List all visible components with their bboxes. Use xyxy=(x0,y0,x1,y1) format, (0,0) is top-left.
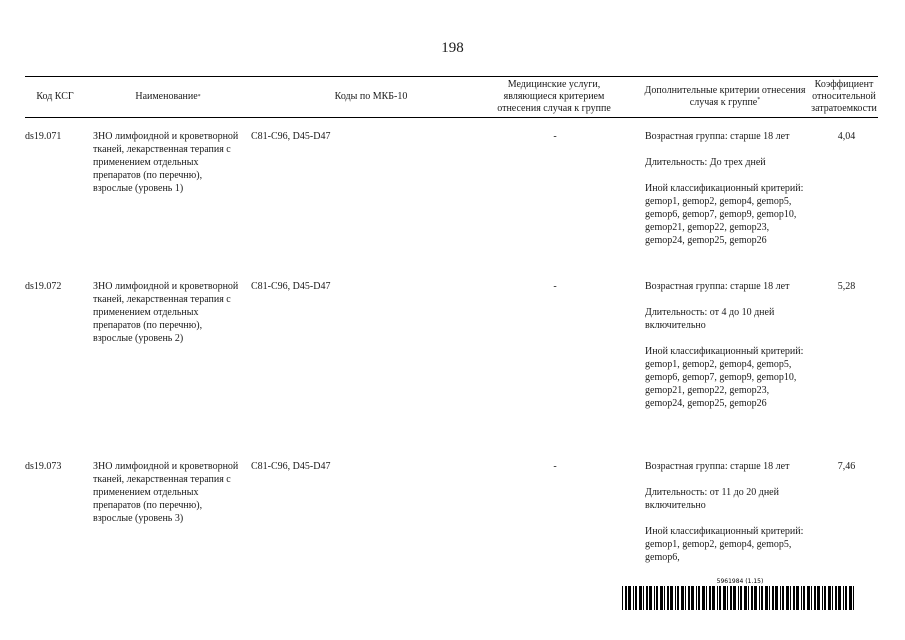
column-header-services xyxy=(490,77,618,117)
column-header-name xyxy=(93,77,243,117)
duration-criterion: Длительность: До трех дней xyxy=(645,157,766,168)
column-header-icd xyxy=(251,77,491,117)
icd-codes: C81-C96, D45-D47 xyxy=(251,461,331,472)
ksg-code: ds19.072 xyxy=(25,281,62,292)
column-header-name-label: Наименование xyxy=(135,91,198,102)
table-header xyxy=(25,77,878,117)
footnote-mark: * xyxy=(757,97,761,103)
ksg-code: ds19.073 xyxy=(25,461,62,472)
other-criterion: Иной классификационный критерий: gemop1, gemop2, gemop4, gemop5, gemop6, gemop7, gemop9, gemop10, gemop21, gemop22, gemop23, gemop24, gemop25, gemop26 xyxy=(645,346,804,409)
other-criterion: Иной классификационный критерий: gemop1, gemop2, gemop4, gemop5, gemop6, xyxy=(645,526,804,563)
duration-criterion: Длительность: от 11 до 20 дней включительно xyxy=(645,487,779,511)
cost-coefficient: 5,28 xyxy=(837,281,856,292)
icd-codes: C81-C96, D45-D47 xyxy=(251,131,331,142)
footnote-mark: * xyxy=(197,94,201,100)
cost-coefficient: 4,04 xyxy=(837,131,856,142)
barcode-bars xyxy=(622,586,858,610)
ksg-name: ЗНО лимфоидной и кроветворной тканей, лекарственная терапия с применением отдельных препаратов (по перечню), взрослые (уровень 2) xyxy=(93,281,239,344)
column-header-criteria xyxy=(640,77,810,117)
other-criterion: Иной классификационный критерий: gemop1, gemop2, gemop4, gemop5, gemop6, gemop7, gemop9, gemop10, gemop21, gemop22, gemop23, gemop24, gemop25, gemop26 xyxy=(645,183,804,246)
icd-codes: C81-C96, D45-D47 xyxy=(251,281,331,292)
barcode xyxy=(622,578,858,610)
table-header-bottom-rule xyxy=(25,117,878,118)
additional-criteria xyxy=(645,280,805,423)
column-header-services-label: Медицинские услуги, являющиеся критерием отнесения случая к группе xyxy=(497,79,611,114)
duration-criterion: Длительность: от 4 до 10 дней включительно xyxy=(645,307,775,331)
column-header-coefficient-label: Коэффициент относительной затратоемкости xyxy=(811,79,877,114)
column-header-code xyxy=(25,77,85,117)
medical-services: - xyxy=(553,131,557,142)
barcode-caption: 5961984 (1.15) xyxy=(716,578,764,585)
ksg-name: ЗНО лимфоидной и кроветворной тканей, лекарственная терапия с применением отдельных препаратов (по перечню), взрослые (уровень 1) xyxy=(93,131,239,194)
page-number: 198 xyxy=(441,40,464,56)
additional-criteria xyxy=(645,130,805,260)
column-header-criteria-label: Дополнительные критерии отнесения случая к группе xyxy=(644,85,806,108)
medical-services: - xyxy=(553,281,557,292)
column-header-coefficient xyxy=(810,77,878,117)
age-criterion: Возрастная группа: старше 18 лет xyxy=(645,131,790,142)
column-header-icd-label: Коды по МКБ-10 xyxy=(334,91,408,102)
age-criterion: Возрастная группа: старше 18 лет xyxy=(645,281,790,292)
column-header-code-label: Код КСГ xyxy=(36,91,74,102)
medical-services: - xyxy=(553,461,557,472)
ksg-code: ds19.071 xyxy=(25,131,62,142)
age-criterion: Возрастная группа: старше 18 лет xyxy=(645,461,790,472)
cost-coefficient: 7,46 xyxy=(837,461,856,472)
ksg-name: ЗНО лимфоидной и кроветворной тканей, лекарственная терапия с применением отдельных препаратов (по перечню), взрослые (уровень 3) xyxy=(93,461,239,524)
additional-criteria xyxy=(645,460,805,577)
